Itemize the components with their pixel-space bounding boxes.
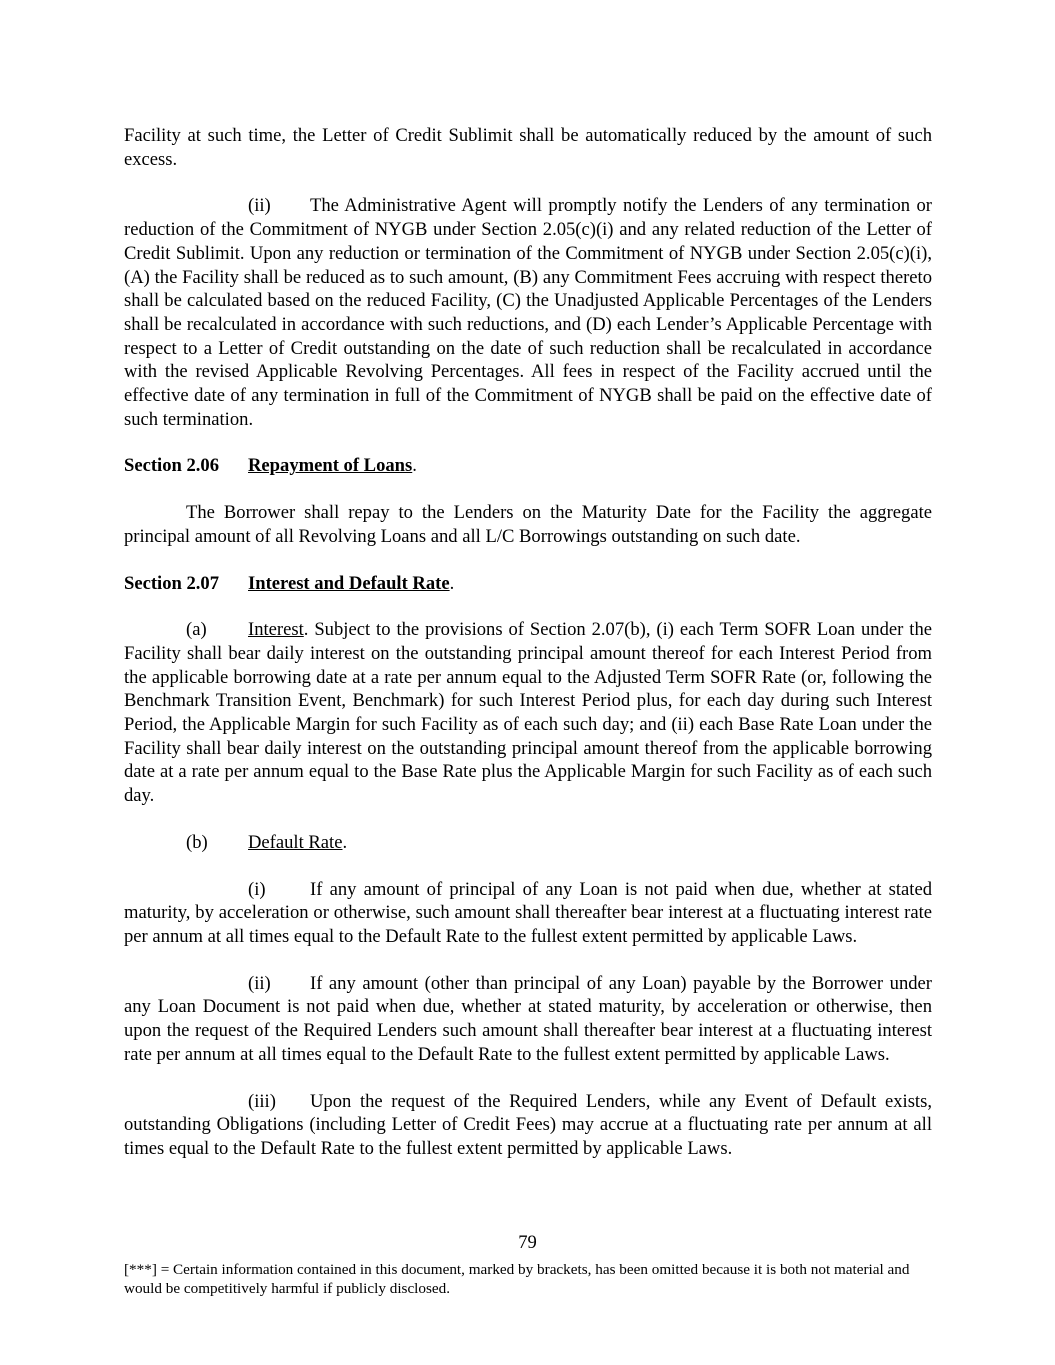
page-number: 79	[518, 1232, 537, 1253]
section-heading-2-07	[124, 572, 932, 596]
clause-number: (ii)	[248, 972, 271, 994]
paragraph-b-ii	[124, 972, 932, 1067]
clause-number: (ii)	[248, 195, 271, 217]
paragraph-text: The Borrower shall repay to the Lenders on the Maturity Date for the Facility the aggregate principal amount of all Revolving Loans and all L/C Borrowings outstanding on such date.	[124, 502, 932, 547]
clause-number: (a)	[186, 619, 207, 641]
document-body	[124, 124, 932, 1161]
section-number: Section 2.07	[124, 572, 220, 594]
clause-title: Interest	[248, 619, 304, 641]
clause-title-period: .	[342, 831, 348, 853]
section-title-period: .	[449, 572, 455, 594]
section-title-period: .	[412, 455, 417, 477]
paragraph-text: Facility at such time, the Letter of Credit Sublimit shall be automatically reduced by the amount of such excess.	[124, 125, 932, 170]
paragraph-continuation	[124, 124, 932, 171]
paragraph-b-i	[124, 878, 932, 949]
section-title: Repayment of Loans	[248, 455, 413, 477]
clause-number: (iii)	[248, 1090, 276, 1112]
paragraph-repayment	[124, 501, 932, 548]
paragraph-text: . Subject to the provisions of Section 2.07(b), (i) each Term SOFR Loan under the Facility shall bear daily interest on the outstanding principal amount thereof for each Interest Period from the applicable borrowing date at a rate per annum equal to the Adjusted Term SOFR Rate (or, following the Benchmark Transition Event, Benchmark) for such Interest Period plus, for each day during such Interest Period, the Applicable Margin for such Facility as of each such day; and (ii) each Base Rate Loan under the Facility shall bear daily interest on the outstanding principal amount thereof from the applicable borrowing date at a rate per annum equal to the Base Rate plus the Applicable Margin for such Facility as of each such day.	[124, 619, 932, 807]
paragraph-text: If any amount (other than principal of any Loan) payable by the Borrower under any Loan Document is not paid when due, whether at stated maturity, by acceleration or otherwise, then upon the request of the Required Lenders such amount shall thereafter bear interest at a fluctuating interest rate per annum at all times equal to the Default Rate to the fullest extent permitted by applicable Laws.	[124, 972, 932, 1065]
paragraph-b-iii	[124, 1090, 932, 1161]
paragraph-a-interest	[124, 618, 932, 808]
confidentiality-footnote: [***] = Certain information contained in this document, marked by brackets, has been omitted because it is both not material and would be competitively harmful if publicly disclosed.	[124, 1261, 910, 1297]
paragraph-text: The Administrative Agent will promptly notify the Lenders of any termination or reduction of the Commitment of NYGB under Section 2.05(c)(i) and any related reduction of the Letter of Credit Sublimit. Upon any reduction or termination of the Commitment of NYGB under Section 2.05(c)(i), (A) the Facility shall be reduced as to such amount, (B) any Commitment Fees accruing with respect thereto shall be calculated based on the reduced Facility, (C) the Unadjusted Applicable Percentages of the Lenders shall be recalculated in accordance with such reductions, and (D) each Lender’s Applicable Percentage with respect to a Letter of Credit outstanding on the date of such reduction shall be recalculated in accordance with the revised Applicable Revolving Percentages. All fees in respect of the Facility accrued until the effective date of any termination in full of the Commitment of NYGB shall be paid on the effective date of such termination.	[124, 195, 932, 430]
clause-title: Default Rate	[248, 831, 343, 853]
clause-number: (b)	[186, 831, 208, 853]
paragraph-b-default-rate	[124, 831, 932, 855]
paragraph-ii-notification	[124, 194, 932, 431]
section-number: Section 2.06	[124, 455, 220, 477]
paragraph-text: If any amount of principal of any Loan is not paid when due, whether at stated maturity, by acceleration or otherwise, such amount shall thereafter bear interest at a fluctuating interest rate per annum at all times equal to the Default Rate to the fullest extent permitted by applicable Laws.	[124, 878, 932, 947]
paragraph-text: Upon the request of the Required Lenders, while any Event of Default exists, outstanding Obligations (including Letter of Credit Fees) may accrue at a fluctuating rate per annum at all times equal to the Default Rate to the fullest extent permitted by applicable Laws.	[124, 1090, 932, 1159]
section-heading-2-06	[124, 454, 932, 478]
clause-number: (i)	[248, 878, 266, 900]
section-title: Interest and Default Rate	[248, 572, 450, 594]
